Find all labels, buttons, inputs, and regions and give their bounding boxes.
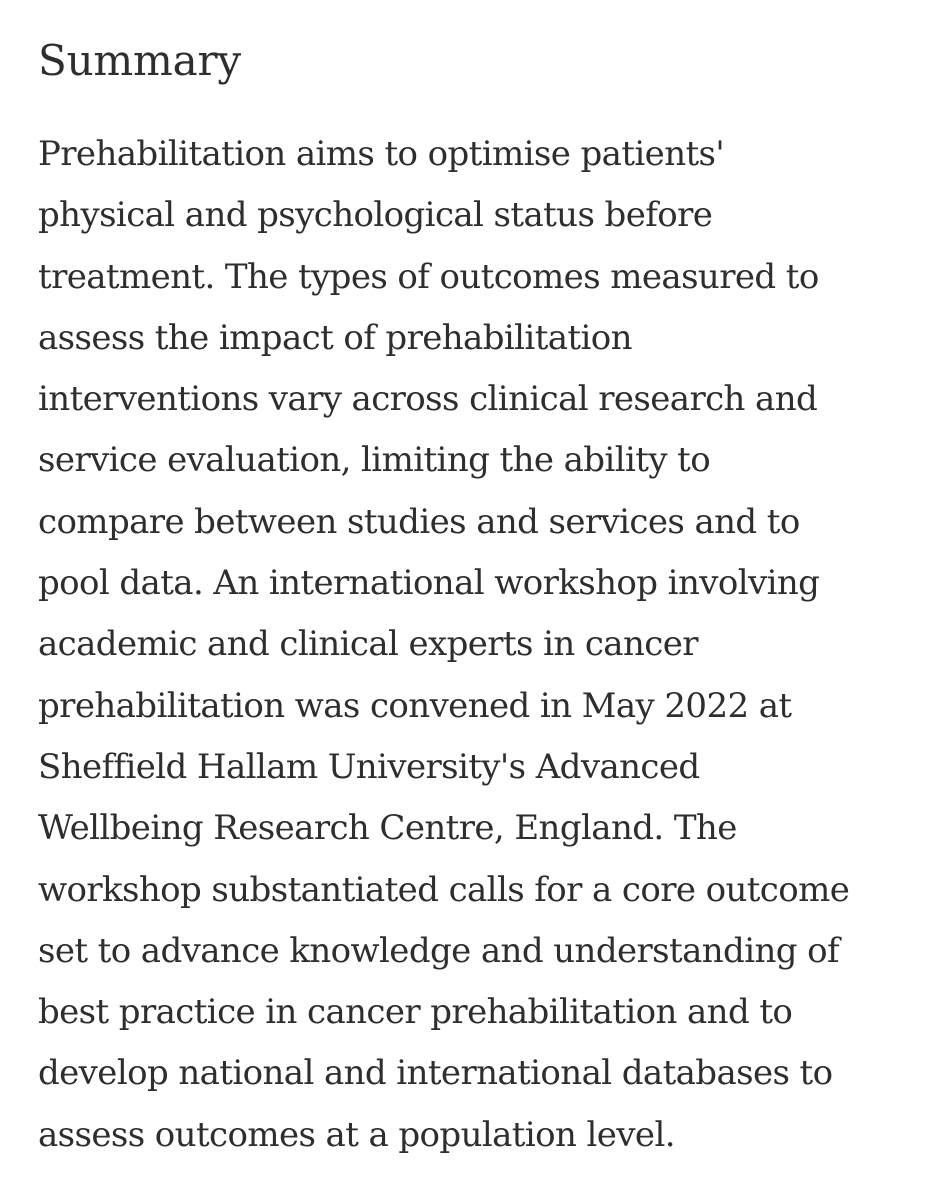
summary-section — [38, 28, 918, 1166]
paragraph-line: workshop substantiated calls for a core outcome — [38, 869, 850, 910]
section-heading: Summary — [38, 36, 241, 85]
paragraph-line: Wellbeing Research Centre, England. The — [38, 808, 737, 849]
paragraph-line: set to advance knowledge and understanding of — [38, 930, 840, 971]
paragraph-line: best practice in cancer prehabilitation and to — [38, 992, 793, 1033]
paragraph-line: assess outcomes at a population level. — [38, 1114, 675, 1155]
paragraph-line: Sheffield Hallam University's Advanced — [38, 746, 700, 787]
paragraph-line: service evaluation, limiting the ability to — [38, 440, 711, 481]
paragraph-line: interventions vary across clinical research and — [38, 379, 818, 420]
summary-paragraph — [38, 124, 918, 1166]
paragraph-line: pool data. An international workshop involving — [38, 563, 820, 604]
paragraph-line: assess the impact of prehabilitation — [38, 317, 632, 358]
paragraph-line: academic and clinical experts in cancer — [38, 624, 698, 665]
paragraph-line: physical and psychological status before — [38, 195, 713, 236]
paragraph-line: compare between studies and services and to — [38, 501, 800, 542]
paragraph-line: develop national and international databases to — [38, 1053, 833, 1094]
paragraph-line: Prehabilitation aims to optimise patients' — [38, 134, 725, 174]
paragraph-line: treatment. The types of outcomes measured to — [38, 256, 819, 297]
paragraph-line: prehabilitation was convened in May 2022 at — [38, 685, 792, 726]
